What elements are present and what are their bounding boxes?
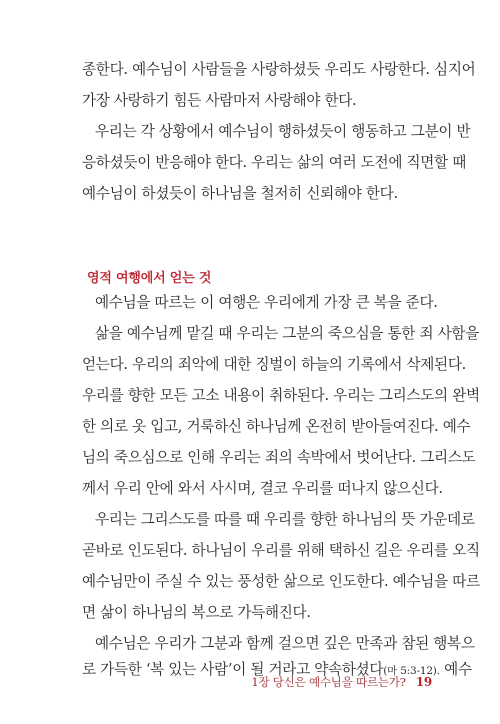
paragraph-4-line-6: 께서 우리 안에 와서 사시며, 결코 우리를 떠나지 않으신다. — [82, 480, 443, 497]
paragraph-4-line-1: 삶을 예수님께 맡길 때 우리는 그분의 죽으심을 통한 죄 사함을 — [95, 325, 479, 342]
paragraph-4-line-4: 한 의로 옷 입고, 거룩하신 하나님께 온전히 받아들여진다. 예수 — [82, 418, 471, 435]
paragraph-3-line-1: 예수님을 따르는 이 여행은 우리에게 가장 큰 복을 준다. — [95, 294, 438, 311]
page-number: 19 — [415, 675, 432, 689]
paragraph-5-line-2: 곧바로 인도된다. 하나님이 우리를 위해 택하신 길은 우리를 오직 — [82, 542, 480, 559]
paragraph-4-line-3: 우리를 향한 모든 고소 내용이 취하된다. 우리는 그리스도의 완벽 — [82, 387, 480, 404]
paragraph-6-line-2-tail: 예수 — [439, 661, 472, 678]
paragraph-6-line-2 — [82, 660, 472, 681]
scripture-reference: (마 5:3-12). — [383, 665, 440, 677]
paragraph-2-line-2: 응하셨듯이 반응해야 한다. 우리는 삶의 여러 도전에 직면할 때 — [82, 154, 466, 171]
paragraph-5-line-1: 우리는 그리스도를 따를 때 우리를 향한 하나님의 뜻 가운데로 — [95, 511, 475, 528]
paragraph-5-line-3: 예수님만이 주실 수 있는 풍성한 삶으로 인도한다. 예수님을 따르 — [82, 573, 480, 590]
paragraph-2-line-3: 예수님이 하셨듯이 하나님을 철저히 신뢰해야 한다. — [82, 185, 398, 202]
paragraph-5-line-4: 면 삶이 하나님의 복으로 가득해진다. — [82, 604, 311, 621]
paragraph-6-line-1: 예수님은 우리가 그분과 함께 걸으면 깊은 만족과 참된 행복으 — [95, 635, 475, 652]
paragraph-4-line-5: 님의 죽으심으로 인해 우리는 죄의 속박에서 벗어난다. 그리스도 — [82, 449, 476, 466]
paragraph-6-line-2-main: 로 가득한 ‘복 있는 사람’이 될 거라고 약속하셨다 — [82, 661, 384, 678]
section-heading: 영적 여행에서 얻는 것 — [87, 271, 212, 286]
paragraph-4-line-2: 얻는다. 우리의 죄악에 대한 징벌이 하늘의 기록에서 삭제된다. — [82, 356, 466, 373]
footer-chapter-title: 1장 당신은 예수님을 따르는가? — [251, 675, 406, 689]
paragraph-1-line-1: 종한다. 예수님이 사람들을 사랑하셨듯 우리도 사랑한다. 심지어 — [82, 61, 476, 78]
paragraph-1-line-2: 가장 사랑하기 힘든 사람마저 사랑해야 한다. — [82, 92, 357, 109]
paragraph-2-line-1: 우리는 각 상황에서 예수님이 행하셨듯이 행동하고 그분이 반 — [95, 123, 471, 140]
